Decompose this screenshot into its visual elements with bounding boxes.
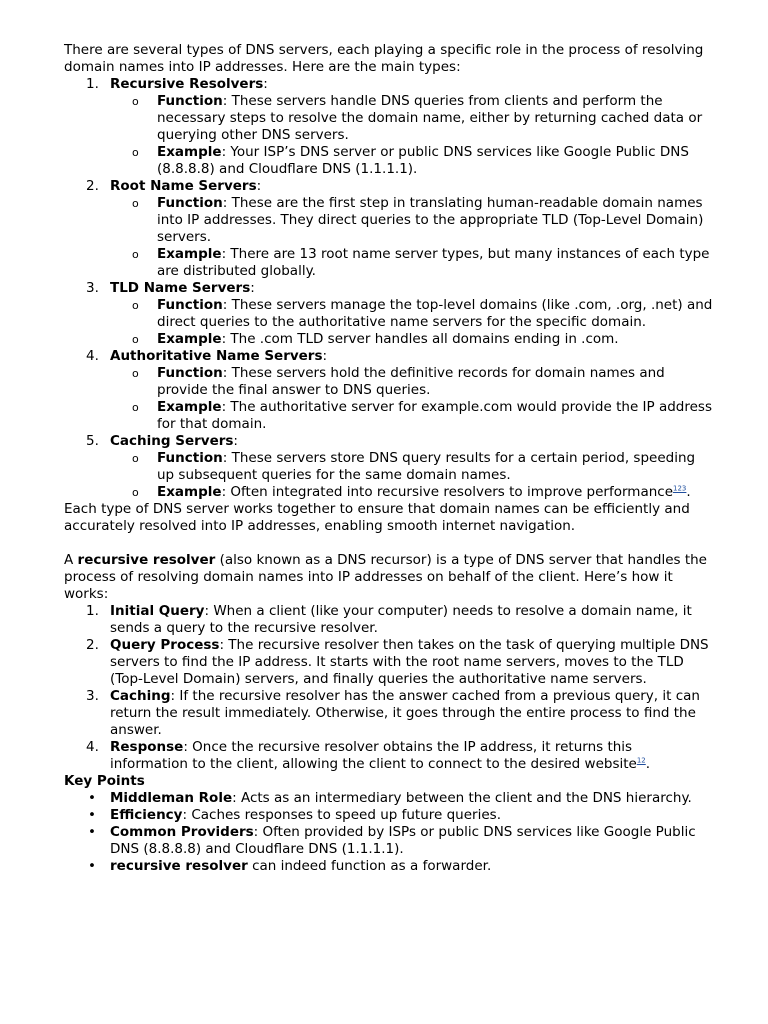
list-item <box>64 807 714 824</box>
function-label: Function <box>157 450 223 466</box>
bullet-icon: • <box>88 807 96 823</box>
list-item: 4. Authoritative Name Servers: o Function: These servers hold the definitive records for domain names and provide the final answer to DNS queries. o Example: The authoritative server for example.com would provide the IP address for that domain. <box>86 348 712 432</box>
dns-server-types-list <box>64 76 714 501</box>
sub-list-item <box>110 399 714 433</box>
step-label: Query Process <box>110 637 220 653</box>
server-type-title: Caching Servers <box>110 433 234 449</box>
point-label: Middleman Role <box>110 790 233 806</box>
step-text: : When a client (like your computer) needs to resolve a domain name, it sends a query to the recursive resolver. <box>110 603 692 636</box>
point-label: Efficiency <box>110 807 183 823</box>
circle-bullet-icon: o <box>132 486 139 499</box>
list-number: 2. <box>86 178 99 194</box>
key-points-heading: Key Points <box>64 773 145 789</box>
paragraph-spacer <box>64 535 714 552</box>
list-number: 4. <box>86 348 99 364</box>
bullet-icon: • <box>88 858 96 874</box>
bullet-icon: • <box>88 824 96 840</box>
summary-paragraph: Each type of DNS server works together to ensure that domain names can be efficiently and accurately resolved into IP addresses, enabling smooth internet navigation. <box>64 501 690 534</box>
list-item: 5. Caching Servers: o Function: These servers store DNS query results for a certain period, speeding up subsequent queries for the same domain names. o Example: Often integrated into recursive resolvers to improve performance$^{123}$. <box>64 433 714 501</box>
function-label: Function <box>157 93 223 109</box>
resolver-intro-prefix: A <box>64 552 78 568</box>
bullet-icon: • <box>88 790 96 806</box>
function-label: Function <box>157 297 223 313</box>
example-text: : The .com TLD server handles all domains ending in .com. <box>221 331 619 347</box>
server-type-title: Authoritative Name Servers <box>110 348 323 364</box>
list-item <box>64 603 714 637</box>
resolver-intro-term: recursive resolver <box>77 552 216 568</box>
point-label: Common Providers <box>110 824 254 840</box>
step-text: : The recursive resolver then takes on the task of querying multiple DNS servers to find the IP address. It starts with the root name servers, moves to the TLD (Top-Level Domain) servers, and finally queries the authoritative name servers. <box>110 637 709 687</box>
point-label: recursive resolver <box>110 858 248 874</box>
sub-list-item <box>110 246 714 280</box>
example-text: : There are 13 root name server types, but many instances of each type are distributed globally. <box>157 246 710 279</box>
list-item <box>64 637 714 688</box>
sub-list <box>110 365 714 433</box>
circle-bullet-icon: o <box>132 401 139 414</box>
circle-bullet-icon: o <box>132 197 139 210</box>
circle-bullet-icon: o <box>132 95 139 108</box>
function-text: : These are the first step in translating human-readable domain names into IP addresses. They direct queries to the appropriate TLD (Top-Level Domain) servers. <box>157 195 704 245</box>
point-text: : Often provided by ISPs or public DNS services like Google Public DNS (8.8.8.8) and Cloudflare DNS (1.1.1.1). <box>110 824 696 857</box>
example-text: : Often integrated into recursive resolvers to improve performance <box>221 484 674 500</box>
example-end: . <box>686 484 691 500</box>
step-text: : If the recursive resolver has the answer cached from a previous query, it can return the result immediately. Otherwise, it goes through the entire process to find the answer. <box>110 688 700 738</box>
list-number: 3. <box>86 280 99 296</box>
list-number: 5. <box>86 433 99 449</box>
citation-link[interactable]: 123 <box>673 484 687 493</box>
list-item <box>64 739 714 773</box>
list-number: 3. <box>86 688 99 704</box>
function-text: : These servers manage the top-level domains (like .com, .org, .net) and direct queries to the authoritative name servers for the specific domain. <box>157 297 713 330</box>
list-number: 4. <box>86 739 99 755</box>
step-end: . <box>645 756 651 772</box>
example-text: : Your ISP’s DNS server or public DNS services like Google Public DNS (8.8.8.8) and Cloudflare DNS (1.1.1.1). <box>157 144 689 177</box>
list-item: 3. TLD Name Servers: o Function: These servers manage the top-level domains (like .com, .org, .net) and direct queries to the authoritative name servers for the specific domain. o Example: The .com TLD server handles all domains ending in .com. <box>86 280 713 347</box>
step-label: Initial Query <box>110 603 205 619</box>
sub-list <box>110 195 714 280</box>
step-label: Response <box>110 739 184 755</box>
server-type-title: Recursive Resolvers <box>110 76 264 92</box>
sub-list-item <box>110 331 714 348</box>
server-type-title: Root Name Servers <box>110 178 257 194</box>
example-label: Example <box>157 144 222 160</box>
list-item <box>64 688 714 739</box>
list-item: 2. Root Name Servers: o Function: These are the first step in translating human-readable domain names into IP addresses. They direct queries to the appropriate TLD (Top-Level Domain) servers. o Example: There are 13 root name server types, but many instances of each type are distributed globally. <box>64 178 714 280</box>
function-label: Function <box>157 365 223 381</box>
resolver-intro-rest: (also known as a DNS recursor) is a type of DNS server that handles the process of resolving domain names into IP addresses on behalf of the client. Here’s how it works: <box>64 552 707 602</box>
step-text: : Once the recursive resolver obtains the IP address, it returns this information to the client, allowing the client to connect to the desired website <box>110 739 637 772</box>
intro-paragraph: There are several types of DNS servers, each playing a specific role in the process of resolving domain names into IP addresses. Here are the main types: <box>64 42 704 75</box>
resolver-intro-paragraph <box>64 552 714 603</box>
circle-bullet-icon: o <box>132 146 139 159</box>
sub-list-item <box>110 450 714 484</box>
example-label: Example <box>157 484 222 500</box>
key-points-list <box>64 790 714 875</box>
point-text: : Caches responses to speed up future queries. <box>182 807 501 823</box>
sub-list-item <box>110 93 714 144</box>
circle-bullet-icon: o <box>132 248 139 261</box>
sub-list-item <box>110 365 714 399</box>
resolver-steps-list <box>64 603 714 773</box>
document-page <box>64 42 714 875</box>
list-item: 1. Recursive Resolvers: o Function: These servers handle DNS queries from clients and perform the necessary steps to resolve the domain name, either by returning cached data or querying other DNS servers. o Example: Your ISP’s DNS server or public DNS services like Google Public DNS (8.8.8.8) and Cloudflare DNS (1.1.1.1). <box>64 76 714 178</box>
point-text: can indeed function as a forwarder. <box>247 858 492 874</box>
circle-bullet-icon: o <box>132 452 139 465</box>
list-number: 1. <box>86 76 99 92</box>
list-number: 1. <box>86 603 99 619</box>
server-type-title: TLD Name Servers <box>110 280 251 296</box>
point-text: : Acts as an intermediary between the client and the DNS hierarchy. <box>232 790 692 806</box>
citation-link[interactable]: 12 <box>636 756 646 765</box>
step-label: Caching <box>110 688 171 704</box>
sub-list-item <box>110 484 714 501</box>
sub-list <box>110 450 714 501</box>
circle-bullet-icon: o <box>132 299 139 312</box>
function-label: Function <box>157 195 223 211</box>
circle-bullet-icon: o <box>132 333 139 346</box>
sub-list-item <box>110 144 714 178</box>
sub-list-item <box>110 195 714 246</box>
function-text: : These servers store DNS query results for a certain period, speeding up subsequent queries for the same domain names. <box>157 450 696 483</box>
sub-list-item <box>110 297 714 331</box>
list-item <box>64 858 714 875</box>
sub-list <box>110 297 714 348</box>
example-label: Example <box>157 331 222 347</box>
list-item <box>64 824 714 858</box>
function-text: : These servers handle DNS queries from clients and perform the necessary steps to resolve the domain name, either by returning cached data or querying other DNS servers. <box>157 93 703 143</box>
circle-bullet-icon: o <box>132 367 139 380</box>
example-text: : The authoritative server for example.com would provide the IP address for that domain. <box>157 399 712 432</box>
function-text: : These servers hold the definitive records for domain names and provide the final answer to DNS queries. <box>157 365 665 398</box>
list-number: 2. <box>86 637 99 653</box>
list-item <box>64 790 714 807</box>
example-label: Example <box>157 399 222 415</box>
sub-list <box>110 93 714 178</box>
example-label: Example <box>157 246 222 262</box>
